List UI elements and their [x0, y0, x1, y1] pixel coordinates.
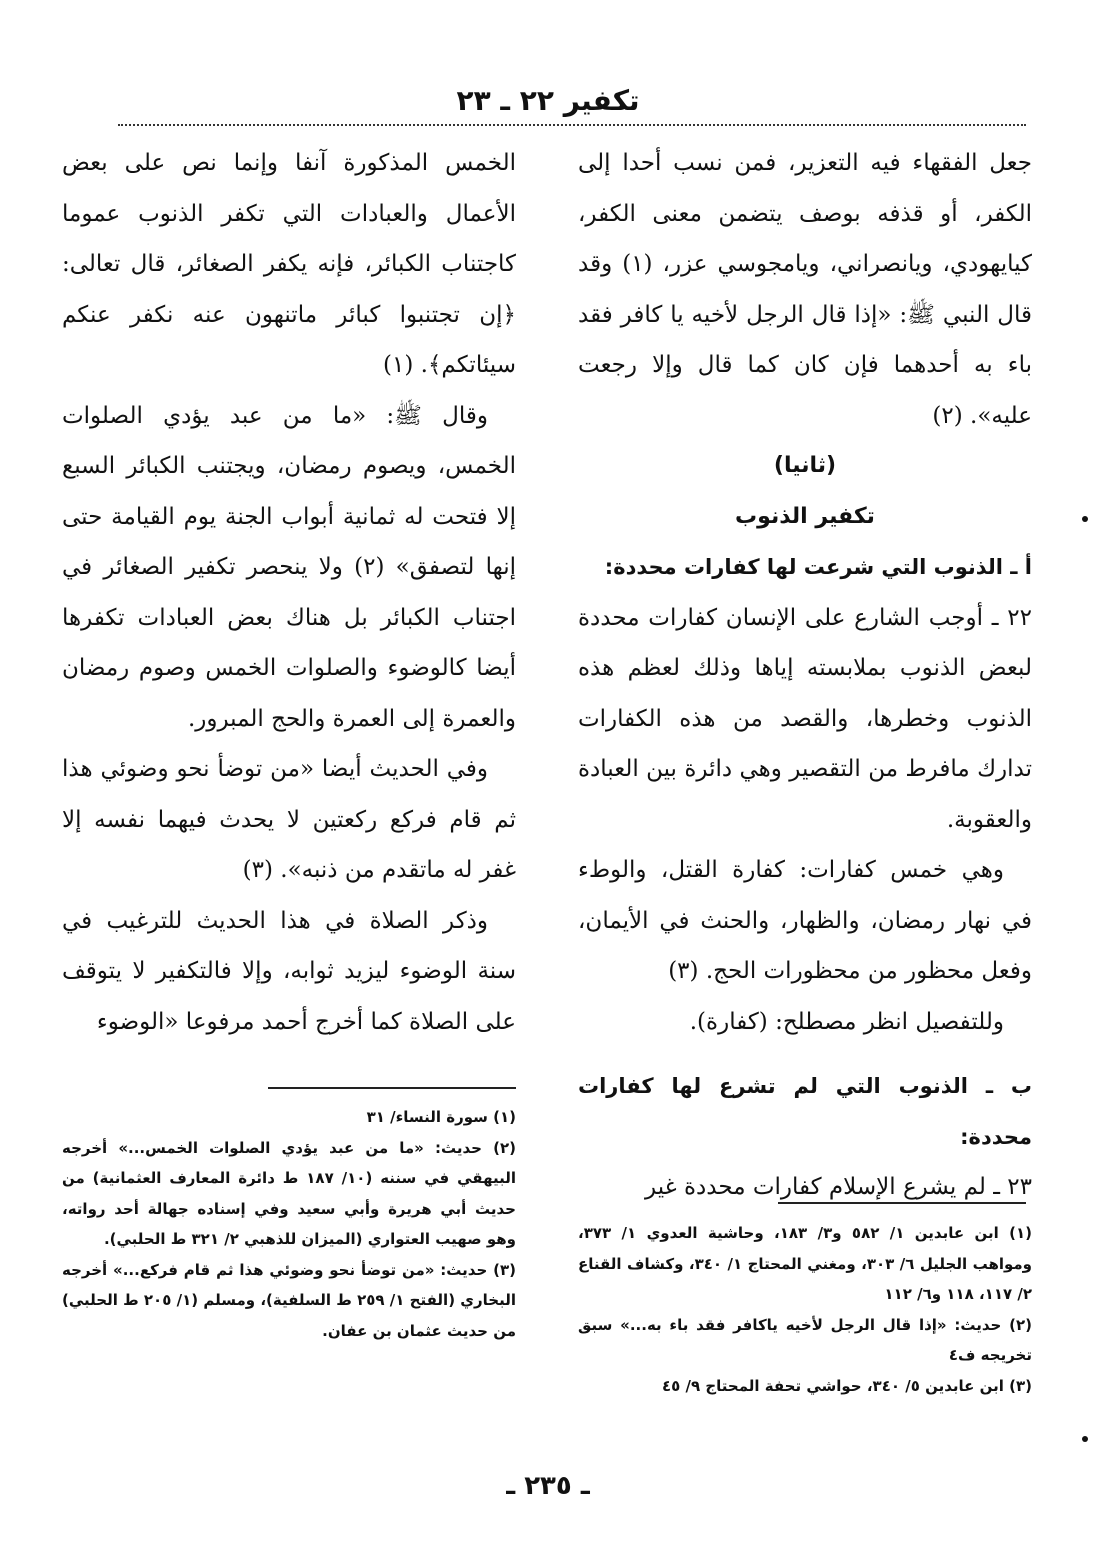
margin-dot: [1082, 516, 1088, 522]
paragraph: وذكر الصلاة في هذا الحديث للترغيب في سنة الوضوء ليزيد ثوابه، وإلا فالتكفير لا يتوقف على الصلاة كما أخرج أحمد مرفوعا «الوضوء: [62, 907, 516, 1035]
footnote-rule: [778, 1202, 1026, 1204]
footnote: (٣) حديث: «من توضأ نحو وضوئي هذا ثم قام فركع...» أخرجه البخاري (الفتح ١/ ٢٥٩ ط السلفية)، ومسلم (١/ ٢٠٥ ط الحلبي) من حديث عثمان بن عفان.: [62, 1260, 516, 1340]
footnote: (١) ابن عابدين ١/ ٥٨٢ و٣/ ١٨٣، وحاشية العدوي ١/ ٣٧٣، ومواهب الجليل ٦/ ٣٠٣، ومغني المحتاج ١/ ٣٤٠، وكشاف القناع ٢/ ١١٧، ١١٨ و٦/ ١١٢: [578, 1224, 1033, 1303]
paragraph: الخمس المذكورة آنفا وإنما نص على بعض الأعمال والعبادات التي تكفر الذنوب عموما كاجتناب الكبائر، فإنه يكفر الصغائر، قال تعالى: ﴿إن تجتنبوا كبائر ماتنهون عنه نكفر عنكم سيئاتكم﴾. (١): [62, 150, 516, 378]
right-footnotes: [578, 1218, 1032, 1401]
page-header: تكفير ٢٢ ـ ٢٣: [456, 84, 640, 117]
footnote-rule: [268, 1087, 516, 1089]
footnote: (١) سورة النساء/ ٣١: [366, 1108, 516, 1126]
subheading: أ ـ الذنوب التي شرعت لها كفارات محددة:: [604, 555, 1032, 579]
paragraph: وقال ﷺ: «ما من عبد يؤدي الصلوات الخمس، ويصوم رمضان، ويجتنب الكبائر السبع إلا فتحت له ثمانية أبواب الجنة يوم القيامة حتى إنها لتصفق» (٢) ولا ينحصر تكفير الصغائر في اجتناب الكبائر بل هناك بعض العبادات تكفرها أيضا كالوضوء والصلوات الخمس وصوم رمضان والعمرة إلى العمرة والحج المبرور.: [62, 402, 517, 732]
paragraph: وفي الحديث أيضا «من توضأ نحو وضوئي هذا ثم قام فركع ركعتين لا يحدث فيهما نفسه إلا غفر له ماتقدم من ذنبه». (٣): [62, 756, 516, 883]
section-title: تكفير الذنوب: [735, 503, 875, 529]
footnote: (٣) ابن عابدين ٥/ ٣٤٠، حواشي تحفة المحتاج ٩/ ٤٥: [661, 1376, 1032, 1395]
page-number: ـ ٢٣٥ ـ: [506, 1471, 590, 1501]
paragraph: ٢٣ ـ لم يشرع الإسلام كفارات محددة غير: [645, 1174, 1032, 1200]
subheading: ب ـ الذنوب التي لم تشرع لها كفارات محددة:: [578, 1074, 1032, 1149]
margin-dot: [1082, 1436, 1088, 1442]
paragraph: وهي خمس كفارات: كفارة القتل، والوطء في نهار رمضان، والظهار، والحنث في الأيمان، وفعل محظور من محظورات الحج. (٣): [578, 857, 1032, 984]
footnote: (٢) حديث: «إذا قال الرجل لأخيه ياكافر فقد باء به...» سبق تخريجه ف٤: [578, 1315, 1032, 1364]
header-dotted-rule: [118, 124, 1026, 126]
left-column: [62, 138, 516, 1047]
paragraph: جعل الفقهاء فيه التعزير، فمن نسب أحدا إلى الكفر، أو قذفه بوصف يتضمن معنى الكفر، كيايهودي، ويانصراني، ويامجوسي عزر، (١) وقد قال النبي ﷺ: «إذا قال الرجل لأخيه يا كافر فقد باء به أحدهما فإن كان كما قال وإلا رجعت عليه». (٢): [578, 150, 1032, 429]
section-heading: (ثانيا): [773, 453, 837, 478]
paragraph: ٢٢ ـ أوجب الشارع على الإنسان كفارات محددة لبعض الذنوب بملابسته إياها وذلك لعظم هذه الذنوب وخطرها، والقصد من هذه الكفارات تدارك مافرط من التقصير وهي دائرة بين العبادة والعقوبة.: [578, 604, 1032, 833]
right-column: [578, 138, 1032, 1213]
paragraph: وللتفصيل انظر مصطلح: (كفارة).: [689, 1008, 1004, 1035]
footnote: (٢) حديث: «ما من عبد يؤدي الصلوات الخمس...» أخرجه البيهقي في سننه (١٠/ ١٨٧ ط دائرة المعارف العثمانية) من حديث أبي هريرة وأبي سعيد وفي إسناده جهالة أحد رواته، وهو صهيب العتواري (الميزان للذهبي ٢/ ٣٢١ ط الحلبي).: [62, 1138, 516, 1248]
left-footnotes: [62, 1102, 516, 1346]
